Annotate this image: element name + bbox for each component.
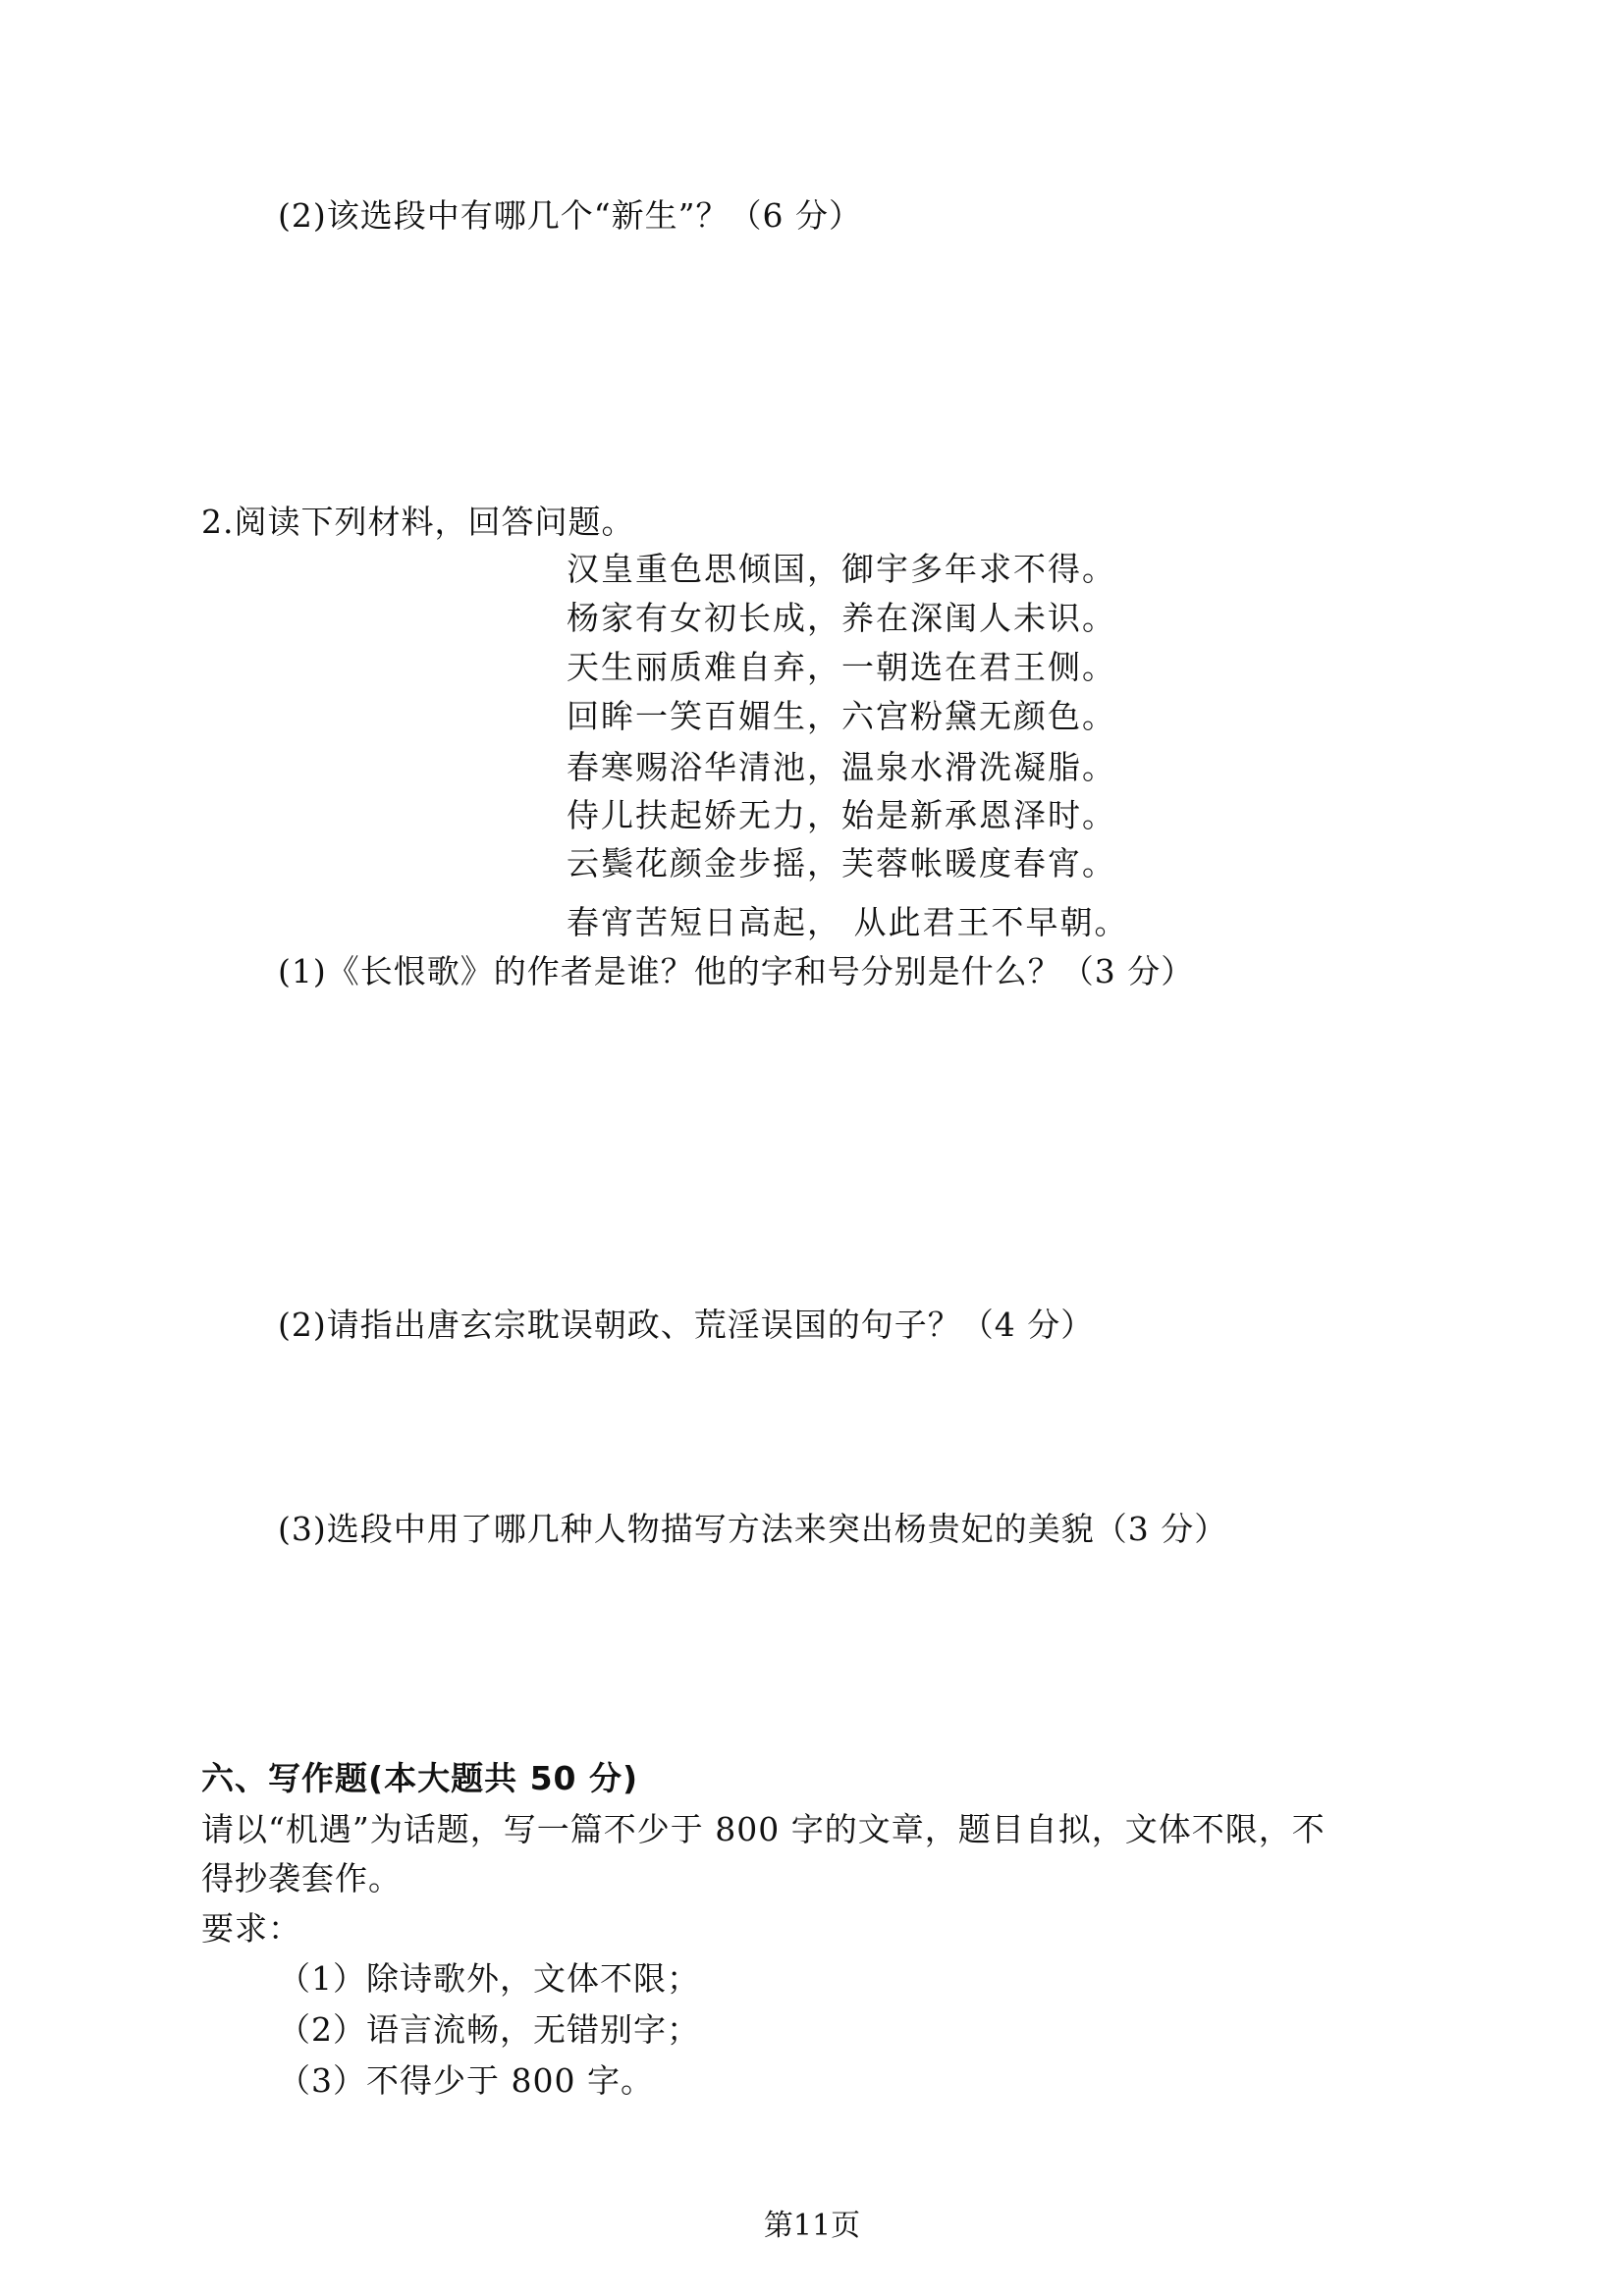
poem-line-1: 汉皇重色思倾国，御宇多年求不得。 [567, 550, 1116, 588]
poem-line-7: 云鬓花颜金步摇，芙蓉帐暖度春宵。 [567, 844, 1116, 882]
poem-line-3: 天生丽质难自弃，一朝选在君王侧。 [567, 648, 1116, 686]
requirement-1: （1）除诗歌外，文体不限； [278, 1959, 700, 1998]
poem-line-6: 侍儿扶起娇无力，始是新承恩泽时。 [567, 796, 1116, 834]
writing-prompt-line2: 得抄袭套作。 [201, 1859, 402, 1897]
requirement-3: （3）不得少于 800 字。 [278, 2061, 654, 2100]
q1-sub2: (2)该选段中有哪几个“新生”？（6 分） [278, 196, 862, 235]
q2-sub1: (1)《长恨歌》的作者是谁？他的字和号分别是什么？（3 分） [278, 952, 1195, 990]
q2-heading: 2.阅读下列材料，回答问题。 [201, 503, 635, 541]
page-number: 第11页 [763, 2209, 861, 2243]
q2-sub2: (2)请指出唐玄宗耽误朝政、荒淫误国的句子？（4 分） [278, 1306, 1095, 1344]
q2-sub3: (3)选段中用了哪几种人物描写方法来突出杨贵妃的美貌（3 分） [278, 1510, 1228, 1548]
requirement-2: （2）语言流畅，无错别字； [278, 2010, 700, 2049]
writing-prompt-line1: 请以“机遇”为话题，写一篇不少于 800 字的文章，题目自拟，文体不限，不 [201, 1810, 1326, 1848]
writing-heading: 六、写作题(本大题共 50 分) [201, 1759, 639, 1797]
poem-line-8: 春宵苦短日高起， 从此君王不早朝。 [567, 903, 1129, 941]
poem-line-4: 回眸一笑百媚生，六宫粉黛无颜色。 [567, 697, 1116, 735]
poem-line-5: 春寒赐浴华清池，温泉水滑洗凝脂。 [567, 748, 1116, 786]
poem-line-2: 杨家有女初长成，养在深闺人未识。 [567, 599, 1116, 637]
requirements-label: 要求： [201, 1909, 301, 1948]
